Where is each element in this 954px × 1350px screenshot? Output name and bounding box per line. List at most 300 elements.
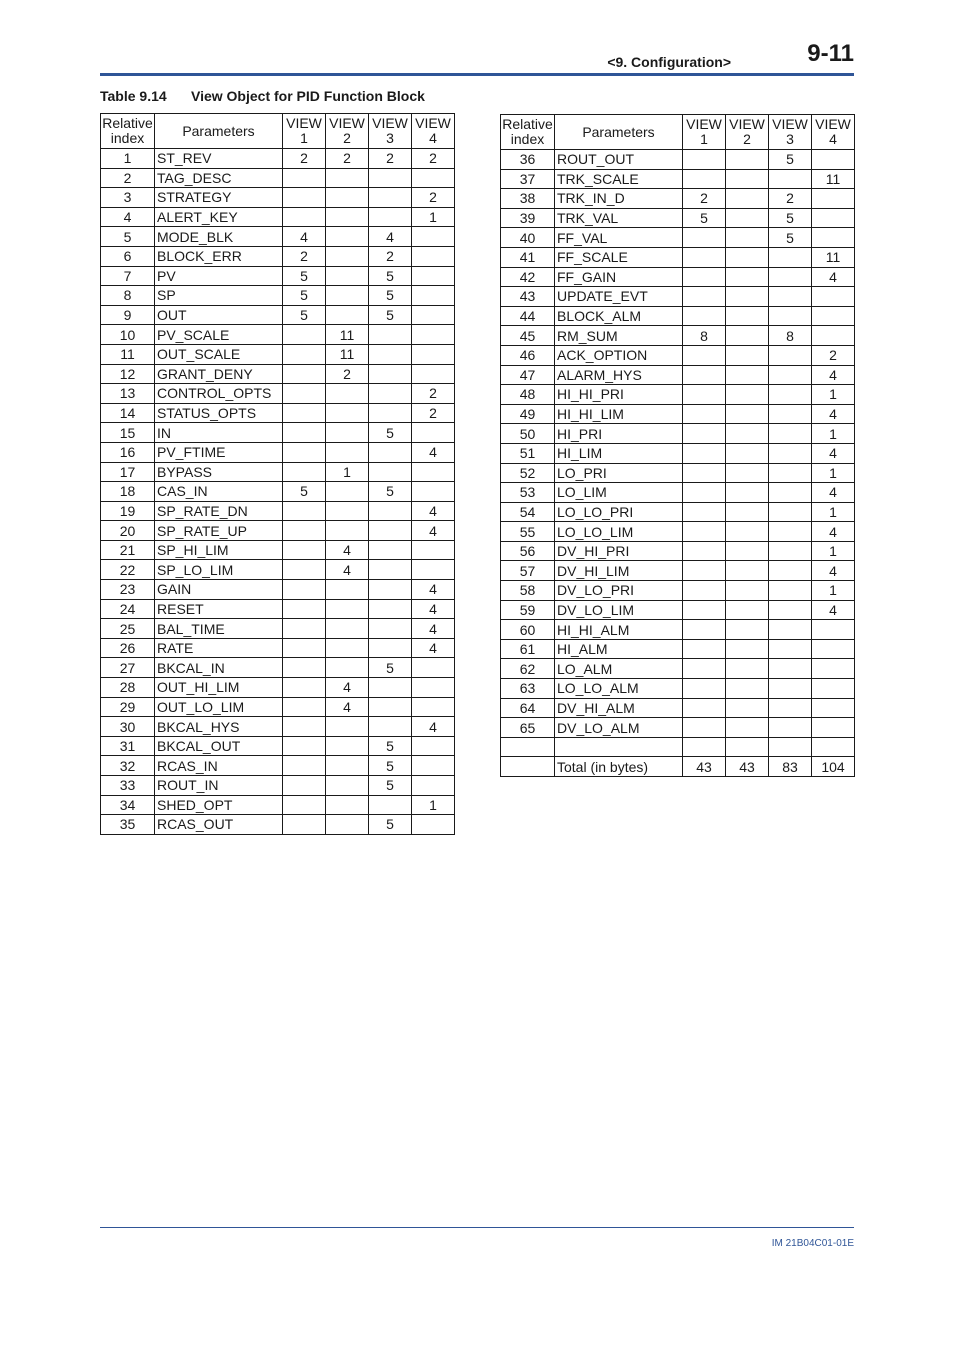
cell-view-3: 5 bbox=[369, 266, 412, 286]
table-row bbox=[501, 502, 855, 522]
table-row bbox=[501, 737, 855, 757]
cell-view-3 bbox=[769, 659, 812, 679]
cell-view-4: 4 bbox=[412, 638, 455, 658]
cell-view-1 bbox=[683, 600, 726, 620]
section-title: <9. Configuration> bbox=[607, 54, 731, 70]
cell-parameter: BKCAL_IN bbox=[155, 658, 283, 678]
cell-view-1 bbox=[683, 385, 726, 405]
cell-view-1 bbox=[283, 423, 326, 443]
cell-index: 1 bbox=[101, 149, 155, 169]
cell-view-4 bbox=[812, 659, 855, 679]
table-row bbox=[501, 169, 855, 189]
cell-view-1 bbox=[683, 659, 726, 679]
cell-view-4: 11 bbox=[812, 247, 855, 267]
cell-index: 42 bbox=[501, 267, 555, 287]
cell-view-4: 4 bbox=[412, 599, 455, 619]
cell-index: 5 bbox=[101, 227, 155, 247]
cell-view-1: 5 bbox=[283, 266, 326, 286]
cell-parameter: STRATEGY bbox=[155, 188, 283, 208]
cell-view-4 bbox=[412, 168, 455, 188]
cell-index: 16 bbox=[101, 442, 155, 462]
cell-view-4: 1 bbox=[812, 502, 855, 522]
table-row bbox=[501, 757, 855, 777]
table-row bbox=[101, 188, 455, 208]
table-row bbox=[501, 443, 855, 463]
cell-index: 37 bbox=[501, 169, 555, 189]
cell-view-2 bbox=[726, 561, 769, 581]
cell-index: 7 bbox=[101, 266, 155, 286]
cell-view-3 bbox=[769, 424, 812, 444]
cell-view-4 bbox=[812, 620, 855, 640]
cell-view-4 bbox=[412, 540, 455, 560]
cell-view-2: 4 bbox=[326, 697, 369, 717]
cell-view-1 bbox=[683, 737, 726, 757]
cell-view-2 bbox=[726, 502, 769, 522]
cell-view-4 bbox=[812, 208, 855, 228]
cell-parameter: RATE bbox=[155, 638, 283, 658]
cell-view-2 bbox=[726, 189, 769, 209]
cell-view-2 bbox=[726, 737, 769, 757]
table-row bbox=[101, 325, 455, 345]
view-table-right bbox=[500, 114, 855, 777]
cell-index: 46 bbox=[501, 345, 555, 365]
cell-view-4 bbox=[812, 306, 855, 326]
col-header-view-4: VIEW 4 bbox=[412, 114, 455, 149]
cell-view-4 bbox=[812, 737, 855, 757]
col-header-view-4: VIEW 4 bbox=[812, 115, 855, 150]
col-header-index: Relative index bbox=[501, 115, 555, 150]
cell-parameter: ST_REV bbox=[155, 149, 283, 169]
table-row bbox=[101, 168, 455, 188]
col-header-parameters: Parameters bbox=[555, 115, 683, 150]
cell-view-3 bbox=[369, 188, 412, 208]
cell-parameter: GRANT_DENY bbox=[155, 364, 283, 384]
table-row bbox=[501, 306, 855, 326]
cell-view-4 bbox=[412, 266, 455, 286]
cell-view-2 bbox=[326, 482, 369, 502]
cell-index: 33 bbox=[101, 776, 155, 796]
cell-view-3 bbox=[769, 561, 812, 581]
table-row bbox=[501, 424, 855, 444]
table-row bbox=[101, 540, 455, 560]
cell-view-1: 2 bbox=[283, 246, 326, 266]
table-row bbox=[101, 266, 455, 286]
table-row bbox=[101, 521, 455, 541]
cell-view-3 bbox=[369, 364, 412, 384]
document-id: IM 21B04C01-01E bbox=[771, 1238, 854, 1249]
cell-index: 8 bbox=[101, 286, 155, 306]
cell-view-1 bbox=[283, 795, 326, 815]
cell-view-4: 4 bbox=[812, 483, 855, 503]
table-row bbox=[501, 561, 855, 581]
cell-parameter: MODE_BLK bbox=[155, 227, 283, 247]
cell-view-2 bbox=[726, 365, 769, 385]
cell-view-1 bbox=[283, 188, 326, 208]
table-header-row bbox=[501, 115, 855, 150]
cell-view-1 bbox=[683, 541, 726, 561]
cell-view-4: 104 bbox=[812, 757, 855, 777]
table-row bbox=[101, 678, 455, 698]
table-row bbox=[501, 463, 855, 483]
cell-view-2 bbox=[726, 718, 769, 738]
cell-parameter: RCAS_IN bbox=[155, 756, 283, 776]
cell-index: 60 bbox=[501, 620, 555, 640]
cell-index: 32 bbox=[101, 756, 155, 776]
col-header-view-2: VIEW 2 bbox=[726, 115, 769, 150]
cell-parameter: OUT bbox=[155, 305, 283, 325]
cell-view-1 bbox=[283, 384, 326, 404]
table-row bbox=[501, 228, 855, 248]
cell-view-1: 43 bbox=[683, 757, 726, 777]
cell-view-4 bbox=[412, 678, 455, 698]
cell-index: 19 bbox=[101, 501, 155, 521]
cell-view-3 bbox=[369, 462, 412, 482]
cell-view-2 bbox=[726, 287, 769, 307]
cell-view-4: 1 bbox=[812, 463, 855, 483]
cell-index: 50 bbox=[501, 424, 555, 444]
cell-index: 17 bbox=[101, 462, 155, 482]
cell-view-4 bbox=[412, 697, 455, 717]
cell-index: 22 bbox=[101, 560, 155, 580]
cell-view-2 bbox=[726, 698, 769, 718]
cell-index: 48 bbox=[501, 385, 555, 405]
table-row bbox=[501, 150, 855, 170]
cell-index: 2 bbox=[101, 168, 155, 188]
cell-view-1: 2 bbox=[283, 149, 326, 169]
cell-view-3 bbox=[769, 306, 812, 326]
table-row bbox=[101, 246, 455, 266]
cell-view-3: 2 bbox=[369, 246, 412, 266]
cell-view-3 bbox=[369, 697, 412, 717]
table-caption bbox=[100, 88, 425, 104]
header-rule bbox=[100, 73, 854, 76]
cell-view-3 bbox=[369, 795, 412, 815]
table-row bbox=[101, 776, 455, 796]
cell-index: 56 bbox=[501, 541, 555, 561]
cell-view-2 bbox=[726, 620, 769, 640]
cell-view-4 bbox=[412, 658, 455, 678]
cell-view-4: 4 bbox=[812, 443, 855, 463]
cell-parameter: SP_LO_LIM bbox=[155, 560, 283, 580]
cell-view-1 bbox=[283, 403, 326, 423]
cell-parameter: FF_GAIN bbox=[555, 267, 683, 287]
cell-view-3: 5 bbox=[369, 736, 412, 756]
cell-view-2 bbox=[326, 403, 369, 423]
cell-view-4: 2 bbox=[412, 188, 455, 208]
cell-view-1 bbox=[283, 736, 326, 756]
cell-view-1 bbox=[283, 697, 326, 717]
cell-view-2 bbox=[726, 581, 769, 601]
cell-view-1 bbox=[283, 325, 326, 345]
col-header-view-3: VIEW 3 bbox=[369, 114, 412, 149]
cell-index: 53 bbox=[501, 483, 555, 503]
cell-view-1 bbox=[283, 462, 326, 482]
cell-index: 10 bbox=[101, 325, 155, 345]
cell-view-4 bbox=[412, 560, 455, 580]
cell-view-3: 5 bbox=[369, 482, 412, 502]
table-row bbox=[501, 581, 855, 601]
table-row bbox=[101, 305, 455, 325]
cell-view-1 bbox=[283, 599, 326, 619]
cell-view-2 bbox=[726, 541, 769, 561]
table-row bbox=[501, 326, 855, 346]
table-row bbox=[501, 385, 855, 405]
cell-view-4: 2 bbox=[812, 345, 855, 365]
table-number: Table 9.14 bbox=[100, 88, 167, 104]
cell-index: 21 bbox=[101, 540, 155, 560]
view-table-left bbox=[100, 113, 455, 835]
cell-view-4 bbox=[412, 815, 455, 835]
cell-index: 51 bbox=[501, 443, 555, 463]
cell-view-1 bbox=[283, 501, 326, 521]
cell-index: 15 bbox=[101, 423, 155, 443]
cell-view-1 bbox=[683, 287, 726, 307]
cell-view-1 bbox=[283, 521, 326, 541]
cell-view-2 bbox=[326, 619, 369, 639]
cell-view-4: 4 bbox=[412, 442, 455, 462]
cell-index: 55 bbox=[501, 522, 555, 542]
cell-parameter: UPDATE_EVT bbox=[555, 287, 683, 307]
cell-parameter: LO_PRI bbox=[555, 463, 683, 483]
cell-view-3 bbox=[769, 541, 812, 561]
cell-view-3 bbox=[769, 502, 812, 522]
cell-parameter: IN bbox=[155, 423, 283, 443]
cell-view-2 bbox=[726, 306, 769, 326]
cell-parameter: GAIN bbox=[155, 580, 283, 600]
cell-view-3 bbox=[769, 365, 812, 385]
cell-view-3 bbox=[769, 737, 812, 757]
table-row bbox=[101, 658, 455, 678]
cell-view-2 bbox=[326, 286, 369, 306]
table-row bbox=[101, 227, 455, 247]
cell-view-4 bbox=[812, 189, 855, 209]
table-row bbox=[501, 600, 855, 620]
cell-view-3 bbox=[769, 679, 812, 699]
table-row bbox=[101, 286, 455, 306]
cell-view-4: 1 bbox=[812, 424, 855, 444]
cell-view-3: 5 bbox=[769, 150, 812, 170]
table-row bbox=[501, 659, 855, 679]
cell-parameter: HI_HI_ALM bbox=[555, 620, 683, 640]
cell-parameter: OUT_HI_LIM bbox=[155, 678, 283, 698]
cell-view-4 bbox=[412, 423, 455, 443]
cell-view-1 bbox=[283, 540, 326, 560]
cell-view-2: 11 bbox=[326, 325, 369, 345]
cell-view-2 bbox=[726, 424, 769, 444]
cell-view-3: 5 bbox=[369, 815, 412, 835]
cell-view-2: 4 bbox=[326, 678, 369, 698]
cell-view-3 bbox=[769, 522, 812, 542]
cell-view-3 bbox=[369, 619, 412, 639]
cell-parameter: SP_RATE_DN bbox=[155, 501, 283, 521]
cell-parameter: BYPASS bbox=[155, 462, 283, 482]
table-row bbox=[101, 149, 455, 169]
cell-view-4 bbox=[412, 756, 455, 776]
cell-view-4 bbox=[412, 462, 455, 482]
cell-view-1 bbox=[283, 619, 326, 639]
cell-view-3 bbox=[369, 501, 412, 521]
cell-index: 54 bbox=[501, 502, 555, 522]
table-row bbox=[501, 189, 855, 209]
cell-view-2 bbox=[726, 169, 769, 189]
table-row bbox=[501, 404, 855, 424]
table-row bbox=[101, 736, 455, 756]
cell-view-3 bbox=[369, 325, 412, 345]
cell-index: 43 bbox=[501, 287, 555, 307]
cell-view-2 bbox=[726, 600, 769, 620]
cell-view-2 bbox=[326, 521, 369, 541]
cell-parameter: RCAS_OUT bbox=[155, 815, 283, 835]
cell-parameter: TAG_DESC bbox=[155, 168, 283, 188]
table-row bbox=[101, 580, 455, 600]
cell-view-2 bbox=[326, 423, 369, 443]
cell-view-2 bbox=[326, 305, 369, 325]
cell-view-4 bbox=[812, 287, 855, 307]
table-row bbox=[101, 501, 455, 521]
cell-view-4: 1 bbox=[812, 385, 855, 405]
cell-view-2 bbox=[326, 658, 369, 678]
table-row bbox=[501, 698, 855, 718]
cell-index: 27 bbox=[101, 658, 155, 678]
cell-view-2 bbox=[326, 168, 369, 188]
cell-view-3: 5 bbox=[769, 228, 812, 248]
cell-view-4: 4 bbox=[812, 365, 855, 385]
table-row bbox=[501, 267, 855, 287]
cell-view-1 bbox=[283, 364, 326, 384]
cell-view-1 bbox=[683, 522, 726, 542]
cell-view-3 bbox=[769, 718, 812, 738]
cell-view-4: 4 bbox=[412, 717, 455, 737]
cell-view-4: 2 bbox=[412, 384, 455, 404]
cell-view-2 bbox=[726, 463, 769, 483]
cell-view-1 bbox=[283, 815, 326, 835]
cell-parameter: ACK_OPTION bbox=[555, 345, 683, 365]
cell-index: 40 bbox=[501, 228, 555, 248]
cell-view-2 bbox=[326, 599, 369, 619]
cell-parameter: PV_FTIME bbox=[155, 442, 283, 462]
cell-view-4 bbox=[412, 227, 455, 247]
cell-parameter: LO_LO_LIM bbox=[555, 522, 683, 542]
cell-view-2 bbox=[326, 776, 369, 796]
cell-index: 12 bbox=[101, 364, 155, 384]
cell-view-2 bbox=[326, 756, 369, 776]
table-row bbox=[101, 423, 455, 443]
cell-view-3 bbox=[369, 384, 412, 404]
cell-view-4: 1 bbox=[412, 795, 455, 815]
cell-index: 41 bbox=[501, 247, 555, 267]
cell-view-3 bbox=[369, 207, 412, 227]
cell-view-2 bbox=[326, 384, 369, 404]
cell-view-4 bbox=[812, 228, 855, 248]
cell-view-3 bbox=[769, 345, 812, 365]
cell-view-1 bbox=[683, 639, 726, 659]
table-row bbox=[101, 384, 455, 404]
cell-view-3 bbox=[769, 247, 812, 267]
cell-index: 59 bbox=[501, 600, 555, 620]
cell-index: 26 bbox=[101, 638, 155, 658]
cell-view-3: 2 bbox=[369, 149, 412, 169]
cell-view-3 bbox=[769, 581, 812, 601]
cell-view-4: 4 bbox=[812, 600, 855, 620]
cell-index: 35 bbox=[101, 815, 155, 835]
cell-view-3 bbox=[369, 442, 412, 462]
cell-index: 45 bbox=[501, 326, 555, 346]
cell-parameter: BLOCK_ALM bbox=[555, 306, 683, 326]
cell-view-4 bbox=[412, 305, 455, 325]
table-row bbox=[101, 462, 455, 482]
cell-parameter: DV_LO_ALM bbox=[555, 718, 683, 738]
cell-parameter: DV_HI_ALM bbox=[555, 698, 683, 718]
cell-view-1 bbox=[683, 345, 726, 365]
cell-index: 6 bbox=[101, 246, 155, 266]
cell-index: 62 bbox=[501, 659, 555, 679]
cell-view-1 bbox=[283, 442, 326, 462]
table-row bbox=[501, 522, 855, 542]
cell-index: 47 bbox=[501, 365, 555, 385]
cell-view-4: 2 bbox=[412, 403, 455, 423]
cell-view-3 bbox=[769, 267, 812, 287]
cell-parameter: RM_SUM bbox=[555, 326, 683, 346]
cell-view-2 bbox=[326, 638, 369, 658]
cell-view-4 bbox=[412, 776, 455, 796]
cell-index: 18 bbox=[101, 482, 155, 502]
table-row bbox=[101, 815, 455, 835]
cell-parameter: ALERT_KEY bbox=[155, 207, 283, 227]
cell-parameter: Total (in bytes) bbox=[555, 757, 683, 777]
cell-view-3: 2 bbox=[769, 189, 812, 209]
cell-view-4: 1 bbox=[812, 541, 855, 561]
table-row bbox=[501, 620, 855, 640]
cell-view-4: 4 bbox=[412, 521, 455, 541]
cell-view-4 bbox=[812, 718, 855, 738]
cell-view-4 bbox=[812, 679, 855, 699]
cell-view-1: 5 bbox=[683, 208, 726, 228]
table-row bbox=[101, 697, 455, 717]
cell-view-4 bbox=[412, 736, 455, 756]
cell-view-1 bbox=[283, 168, 326, 188]
col-header-view-3: VIEW 3 bbox=[769, 115, 812, 150]
table-row bbox=[101, 619, 455, 639]
cell-index: 14 bbox=[101, 403, 155, 423]
cell-view-1 bbox=[683, 443, 726, 463]
cell-view-1 bbox=[283, 207, 326, 227]
cell-view-2 bbox=[326, 501, 369, 521]
cell-index: 61 bbox=[501, 639, 555, 659]
cell-parameter: TRK_VAL bbox=[555, 208, 683, 228]
cell-view-2 bbox=[726, 443, 769, 463]
cell-view-2 bbox=[726, 208, 769, 228]
cell-view-2 bbox=[726, 639, 769, 659]
table-row bbox=[101, 599, 455, 619]
cell-index: 44 bbox=[501, 306, 555, 326]
cell-view-1 bbox=[683, 365, 726, 385]
cell-view-1 bbox=[683, 561, 726, 581]
cell-index: 20 bbox=[101, 521, 155, 541]
cell-parameter: CAS_IN bbox=[155, 482, 283, 502]
table-row bbox=[501, 483, 855, 503]
cell-parameter: PV_SCALE bbox=[155, 325, 283, 345]
table-row bbox=[501, 718, 855, 738]
cell-view-2 bbox=[726, 404, 769, 424]
cell-view-3 bbox=[769, 404, 812, 424]
footer-rule bbox=[100, 1227, 854, 1228]
cell-view-3: 5 bbox=[369, 423, 412, 443]
cell-view-2 bbox=[326, 227, 369, 247]
cell-view-2: 2 bbox=[326, 364, 369, 384]
cell-view-2: 1 bbox=[326, 462, 369, 482]
cell-view-1 bbox=[683, 228, 726, 248]
cell-parameter: BKCAL_HYS bbox=[155, 717, 283, 737]
